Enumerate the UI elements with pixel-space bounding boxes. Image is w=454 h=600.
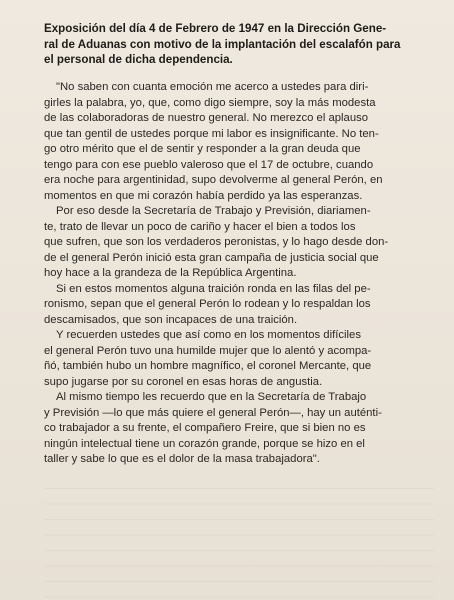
text-line: supo jugarse por su coronel en esas horas de angustia.: [44, 375, 323, 388]
text-line: de las colaboradoras de nuestro general. No merezco el aplauso: [44, 112, 369, 124]
text-line: go otro mérito que el de sentir y responder a la gran deuda que: [44, 143, 361, 155]
text-line: el general Perón tuvo una humilde mujer que lo alentó y acompa-: [44, 344, 372, 357]
heading-line: Exposición del día 4 de Febrero de 1947 en la Dirección Gene-: [44, 22, 387, 35]
text-line: que sufren, que son los verdaderos peronistas, y lo hago desde don-: [44, 236, 389, 248]
text-line: te, trato de llevar un poco de cariño y hacer el bien a todos los: [44, 220, 356, 233]
text-line: ronismo, sepan que el general Perón lo rodean y lo respaldan los: [44, 298, 371, 310]
reverse-side-show-through: [44, 488, 434, 600]
text-line: ñó, también hubo un hombre magnífico, el coronel Mercante, que: [44, 360, 372, 372]
text-line: Si en estos momentos alguna traición ronda en las filas del pe-: [56, 282, 371, 295]
document-heading: [44, 21, 434, 68]
text-line: ningún intelectual tiene un corazón grande, porque se hizo en el: [44, 437, 365, 450]
text-line: Por eso desde la Secretaría de Trabajo y Previsión, diariamen-: [56, 205, 371, 217]
heading-line: ral de Aduanas con motivo de la implantación del escalafón para: [44, 37, 401, 51]
speech-text: [44, 80, 434, 468]
text-line: de el general Perón inició esta gran campaña de justicia social que: [44, 251, 379, 264]
heading-line: el personal de dicha dependencia.: [44, 53, 233, 66]
text-line: era noche para argentinidad, supo devolverme al general Perón, en: [44, 174, 383, 186]
text-line: Al mismo tiempo les recuerdo que en la Secretaría de Trabajo: [56, 391, 367, 403]
text-line: momentos en que mi corazón había perdido ya las esperanzas.: [44, 189, 363, 202]
text-line: tengo para con ese pueblo valeroso que el 17 de octubre, cuando: [44, 158, 374, 171]
text-line: y Previsión —lo que más quiere el general Perón—, hay un auténti-: [44, 406, 382, 419]
text-line: que tan gentil de ustedes porque mi labor es insignificante. No ten-: [44, 127, 379, 140]
text-line: "No saben con cuanta emoción me acerco a ustedes para diri-: [56, 81, 369, 93]
text-line: hoy hace a la grandeza de la República Argentina.: [44, 267, 297, 279]
text-line: Y recuerden ustedes que así como en los momentos difíciles: [56, 329, 361, 341]
text-line: co trabajador a su frente, el compañero Freire, que si bien no es: [44, 422, 366, 434]
text-line: descamisados, que son incapaces de una traición.: [44, 313, 298, 326]
text-line: girles la palabra, yo, que, como digo siempre, soy la más modesta: [44, 96, 376, 109]
text-line: taller y sabe lo que es el dolor de la masa trabajadora".: [44, 453, 320, 465]
